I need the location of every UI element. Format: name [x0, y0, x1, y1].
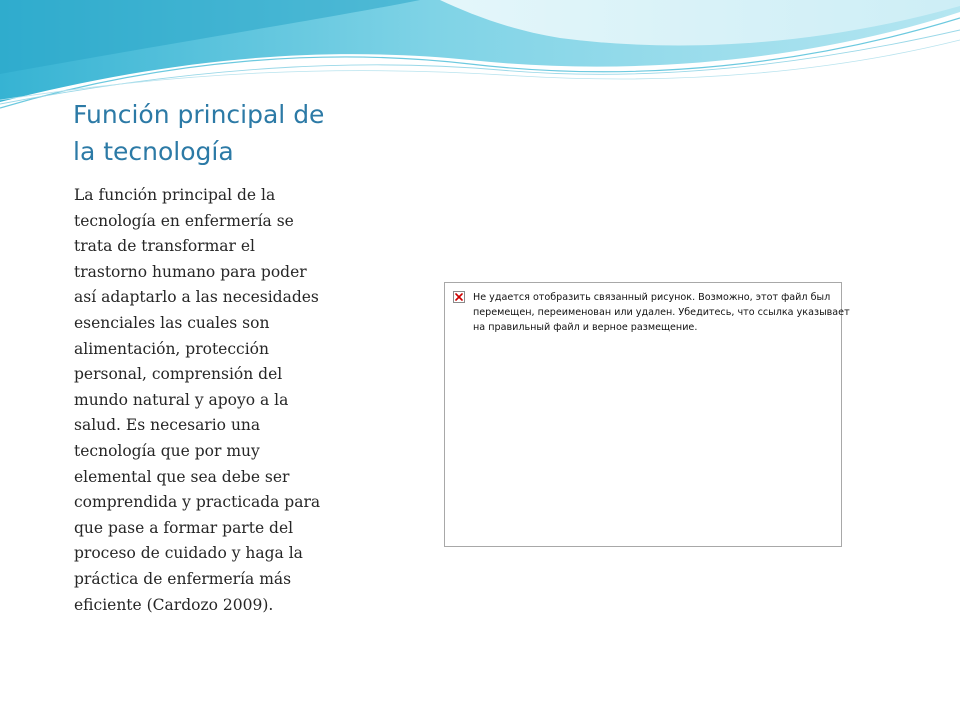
broken-image-message	[473, 290, 850, 335]
broken-image-message-line: перемещен, переименован или удален. Убедитесь, что ссылка указывает	[473, 307, 850, 318]
body-line: proceso de cuidado y haga la	[74, 544, 303, 563]
body-line: esenciales las cuales son	[74, 313, 270, 332]
body-line: La función principal de la	[74, 186, 276, 204]
body-line: así adaptarlo a las necesidades	[74, 288, 319, 307]
body-line: salud. Es necesario una	[74, 416, 261, 435]
body-line: personal, comprensión del	[74, 365, 283, 384]
body-line: que pase a formar parte del	[74, 518, 294, 537]
broken-image-placeholder[interactable]	[444, 282, 850, 547]
body-line: eficiente (Cardozo 2009).	[74, 595, 274, 614]
slide-title	[73, 96, 393, 170]
broken-image-icon	[453, 291, 465, 303]
broken-image-message-line: на правильный файл и верное размещение.	[473, 322, 698, 333]
body-line: mundo natural y apoyo a la	[74, 390, 289, 409]
body-line: comprendida y practicada para	[74, 493, 321, 512]
slide-title-line: la tecnología	[73, 137, 234, 166]
body-line: trata de transformar el	[74, 237, 255, 256]
body-line: tecnología en enfermería se	[74, 211, 294, 230]
body-line: práctica de enfermería más	[74, 569, 292, 588]
body-line: tecnología que por muy	[74, 441, 260, 460]
body-line: trastorno humano para poder	[74, 262, 307, 281]
broken-image-message-line: Не удается отобразить связанный рисунок. Возможно, этот файл был	[473, 292, 831, 303]
body-line: alimentación, protección	[74, 339, 269, 358]
body-line: elemental que sea debe ser	[74, 467, 290, 486]
slide-body-text	[74, 183, 364, 618]
slide-title-line: Función principal de	[73, 100, 325, 129]
